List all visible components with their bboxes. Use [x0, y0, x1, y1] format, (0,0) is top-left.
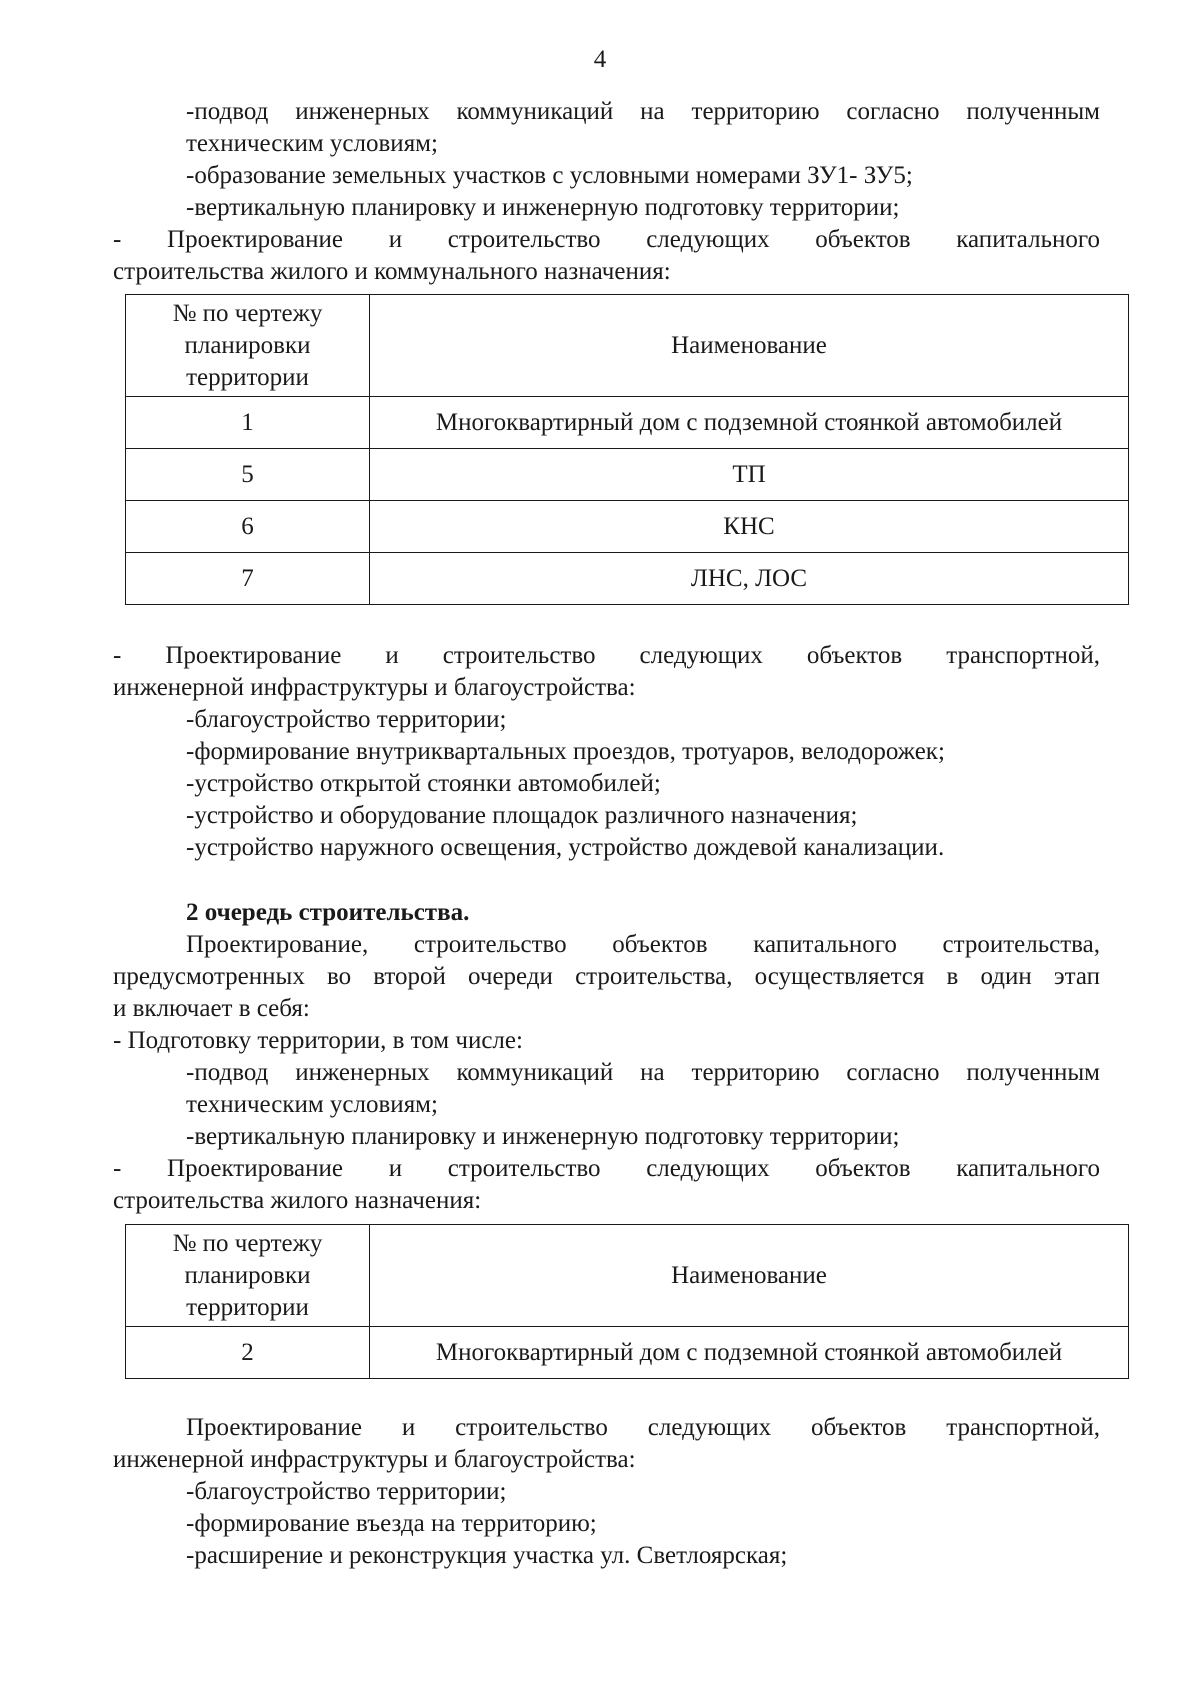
list-item: -подвод инженерных коммуникаций на территорию согласно полученным: [186, 98, 1100, 125]
table-header-number: № по чертежу планировки территории: [126, 1225, 370, 1327]
list-item-continuation: техническим условиям;: [186, 1091, 438, 1118]
table-header-name: Наименование: [370, 295, 1129, 397]
table-cell-name: ТП: [370, 449, 1129, 501]
table-cell-number: 2: [126, 1327, 370, 1379]
section-heading: [113, 897, 1100, 929]
paragraph-preparation: [113, 1025, 1100, 1057]
table-cell-name: КНС: [370, 501, 1129, 553]
paragraph-line: инженерной инфраструктуры и благоустройства:: [113, 1446, 636, 1473]
paragraph-line: - Проектирование и строительство следующих объектов капитального: [113, 226, 1100, 253]
table-cell-number: 5: [126, 449, 370, 501]
paragraph-second-stage: [113, 929, 1100, 1025]
infrastructure-list-2: [113, 1476, 1100, 1572]
list-item: -благоустройство территории;: [186, 1478, 507, 1505]
paragraph-line: Проектирование и строительство следующих объектов транспортной,: [186, 1414, 1100, 1441]
list-item: -формирование внутриквартальных проездов, тротуаров, велодорожек;: [186, 738, 945, 765]
paragraph-line: - Подготовку территории, в том числе:: [113, 1027, 523, 1054]
table-cell-name: Многоквартирный дом с подземной стоянкой автомобилей: [370, 1327, 1129, 1379]
table-row: [126, 553, 1129, 605]
list-item: -вертикальную планировку и инженерную подготовку территории;: [186, 194, 900, 221]
paragraph-line: строительства жилого назначения:: [113, 1187, 482, 1214]
list-item: -расширение и реконструкция участка ул. Светлоярская;: [186, 1542, 788, 1569]
paragraph-infrastructure: [113, 640, 1100, 704]
table-cell-name: ЛНС, ЛОС: [370, 553, 1129, 605]
list-item: -образование земельных участков с условными номерами ЗУ1- ЗУ5;: [186, 162, 913, 189]
paragraph-line: Проектирование, строительство объектов капитального строительства,: [186, 931, 1100, 958]
objects-table-1: [125, 294, 1129, 605]
list-item: -подвод инженерных коммуникаций на территорию согласно полученным: [186, 1059, 1100, 1086]
paragraph-line: - Проектирование и строительство следующих объектов транспортной,: [113, 642, 1100, 669]
list-item-continuation: техническим условиям;: [186, 130, 438, 157]
paragraph-line: предусмотренных во второй очереди строительства, осуществляется в один этап: [113, 963, 1100, 990]
top-list: [113, 96, 1100, 224]
paragraph-line: инженерной инфраструктуры и благоустройства:: [113, 674, 636, 701]
preparation-list: [113, 1057, 1100, 1153]
paragraph-infrastructure-2: [113, 1412, 1100, 1476]
table-header-name: Наименование: [370, 1225, 1129, 1327]
list-item: -устройство наружного освещения, устройство дождевой канализации.: [186, 834, 945, 861]
table-row: [126, 501, 1129, 553]
table-cell-name: Многоквартирный дом с подземной стоянкой автомобилей: [370, 397, 1129, 449]
table-row: [126, 397, 1129, 449]
table-cell-number: 6: [126, 501, 370, 553]
paragraph-line: строительства жилого и коммунального назначения:: [113, 258, 671, 285]
table-header-row: [126, 295, 1129, 397]
paragraph-line: и включает в себя:: [113, 995, 310, 1022]
infrastructure-list: [113, 704, 1100, 864]
list-item: -вертикальную планировку и инженерную подготовку территории;: [186, 1123, 900, 1150]
objects-table-2: [125, 1224, 1129, 1379]
list-item: -благоустройство территории;: [186, 706, 507, 733]
table-cell-number: 1: [126, 397, 370, 449]
table-row: [126, 449, 1129, 501]
paragraph-capital-construction: [113, 224, 1100, 288]
heading-text: 2 очередь строительства.: [186, 899, 470, 926]
list-item: -формирование въезда на территорию;: [186, 1510, 597, 1537]
list-item: -устройство и оборудование площадок различного назначения;: [186, 802, 858, 829]
paragraph-residential: [113, 1153, 1100, 1217]
table-header-row: [126, 1225, 1129, 1327]
table-row: [126, 1327, 1129, 1379]
list-item: -устройство открытой стоянки автомобилей;: [186, 770, 661, 797]
page-number: 4: [593, 46, 607, 73]
table-header-number: № по чертежу планировки территории: [126, 295, 370, 397]
paragraph-line: - Проектирование и строительство следующих объектов капитального: [113, 1155, 1100, 1182]
table-cell-number: 7: [126, 553, 370, 605]
